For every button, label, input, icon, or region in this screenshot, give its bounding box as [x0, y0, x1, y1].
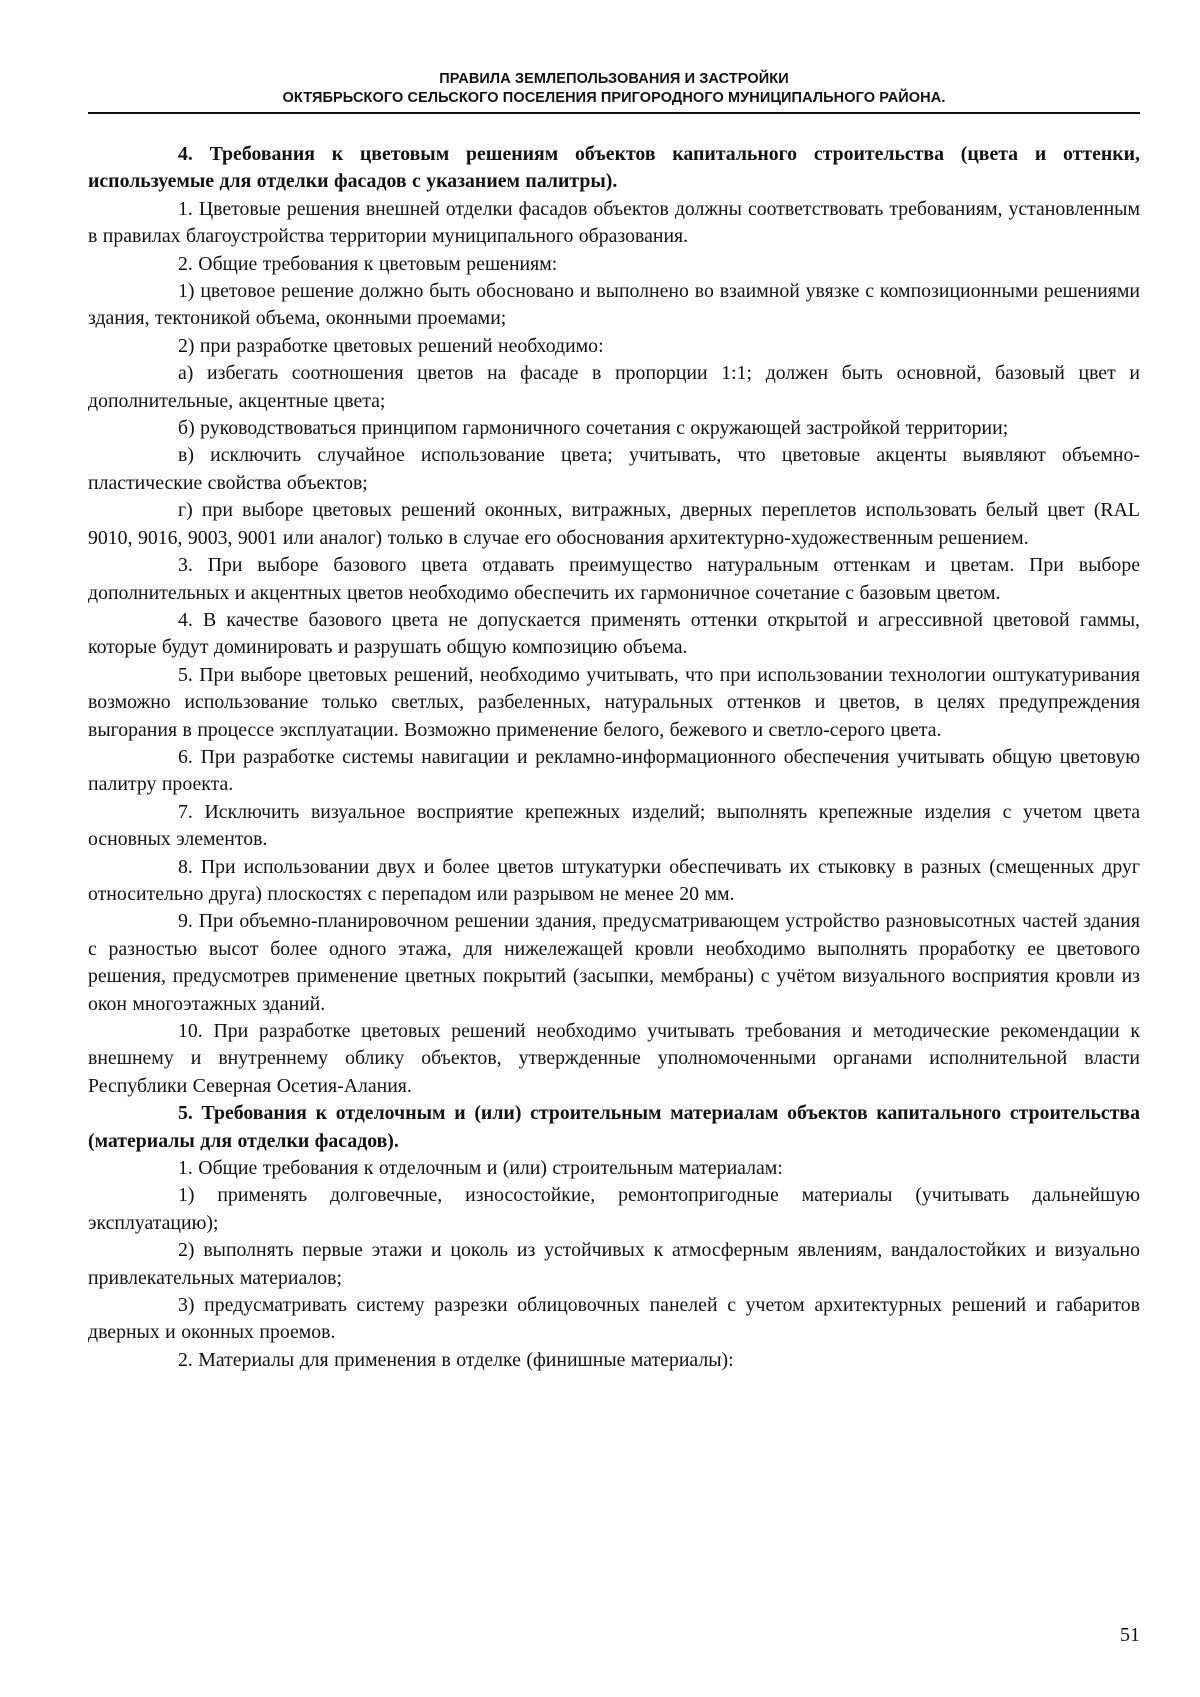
- paragraph: а) избегать соотношения цветов на фасаде в пропорции 1:1; должен быть основной, базовый цвет и дополнительные, акцентные цвета;: [88, 362, 1140, 412]
- page-number: 51: [1120, 1624, 1140, 1646]
- paragraph: 8. При использовании двух и более цветов штукатурки обеспечивать их стыковку в разных (смещенных друг относительно друга) плоскостях с перепадом или разрывом не менее 20 мм.: [88, 855, 1140, 905]
- paragraph: 2. Общие требования к цветовым решениям:: [178, 252, 558, 275]
- document-body: [88, 141, 1140, 1374]
- paragraph: 10. При разработке цветовых решений необходимо учитывать требования и методические рекомендации к внешнему и внутреннему облику объектов, утвержденные уполномоченными органами исполнительной власти Республики Северная Осетия-Алания.: [88, 1020, 1140, 1097]
- paragraph: 3) предусматривать систему разрезки облицовочных панелей с учетом архитектурных решений и габаритов дверных и оконных проемов.: [88, 1294, 1140, 1344]
- header-line-2: ОКТЯБРЬСКОГО СЕЛЬСКОГО ПОСЕЛЕНИЯ ПРИГОРОДНОГО МУНИЦИПАЛЬНОГО РАЙОНА.: [282, 90, 946, 106]
- paragraph: в) исключить случайное использование цвета; учитывать, что цветовые акценты выявляют объемно-пластические свойства объектов;: [88, 444, 1140, 494]
- paragraph: 4. В качестве базового цвета не допускается применять оттенки открытой и агрессивной цветовой гаммы, которые будут доминировать и разрушать общую композицию объема.: [88, 608, 1140, 659]
- running-header: [88, 70, 1140, 108]
- paragraph: 3. При выборе базового цвета отдавать преимущество натуральным оттенкам и цветам. При выборе дополнительных и акцентных цветов необходимо обеспечить их гармоничное сочетание с базовым цветом.: [88, 554, 1140, 604]
- paragraph: 2. Материалы для применения в отделке (финишные материалы):: [178, 1348, 734, 1371]
- paragraph: 1) цветовое решение должно быть обосновано и выполнено во взаимной увязке с композиционными решениями здания, тектоникой объема, оконными проемами;: [88, 280, 1140, 330]
- paragraph: 2) выполнять первые этажи и цоколь из устойчивых к атмосферным явлениям, вандалостойких и визуально привлекательных материалов;: [88, 1239, 1140, 1289]
- section-heading-5: 5. Требования к отделочным и (или) строительным материалам объектов капитального строительства (материалы для отделки фасадов).: [88, 1102, 1140, 1152]
- paragraph: 1. Общие требования к отделочным и (или) строительным материалам:: [178, 1157, 783, 1180]
- paragraph: б) руководствоваться принципом гармоничного сочетания с окружающей застройкой территории;: [178, 417, 1009, 440]
- paragraph: 6. При разработке системы навигации и рекламно-информационного обеспечения учитывать общую цветовую палитру проекта.: [88, 745, 1140, 796]
- paragraph: 7. Исключить визуальное восприятие крепежных изделий; выполнять крепежные изделия с учетом цвета основных элементов.: [88, 800, 1140, 851]
- paragraph: 1) применять долговечные, износостойкие, ремонтопригодные материалы (учитывать дальнейшую эксплуатацию);: [88, 1184, 1140, 1234]
- section-heading-4: 4. Требования к цветовым решениям объектов капитального строительства (цвета и оттенки, используемые для отделки фасадов с указанием палитры).: [88, 143, 1140, 193]
- header-line-1: ПРАВИЛА ЗЕМЛЕПОЛЬЗОВАНИЯ И ЗАСТРОЙКИ: [439, 71, 789, 87]
- paragraph: 2) при разработке цветовых решений необходимо:: [178, 334, 604, 357]
- paragraph: г) при выборе цветовых решений оконных, витражных, дверных переплетов использовать белый цвет (RAL 9010, 9016, 9003, 9001 или аналог) только в случае его обоснования архитектурно-художественным решением.: [88, 499, 1140, 549]
- paragraph: 1. Цветовые решения внешней отделки фасадов объектов должны соответствовать требованиям, установленным в правилах благоустройства территории муниципального образования.: [88, 197, 1140, 248]
- header-rule: [88, 112, 1140, 114]
- paragraph: 9. При объемно-планировочном решении здания, предусматривающем устройство разновысотных частей здания с разностью высот более одного этажа, для нижележащей кровли необходимо выполнять проработку ее цветового решения, предусмотрев применение цветных покрытий (засыпки, мембраны) с учётом визуального восприятия кровли из окон многоэтажных зданий.: [88, 910, 1140, 1015]
- paragraph: 5. При выборе цветовых решений, необходимо учитывать, что при использовании технологии оштукатуривания возможно использование только светлых, разбеленных, натуральных оттенков и цветов, в целях предупреждения выгорания в процессе эксплуатации. Возможно применение белого, бежевого и светло-серого цвета.: [88, 663, 1140, 741]
